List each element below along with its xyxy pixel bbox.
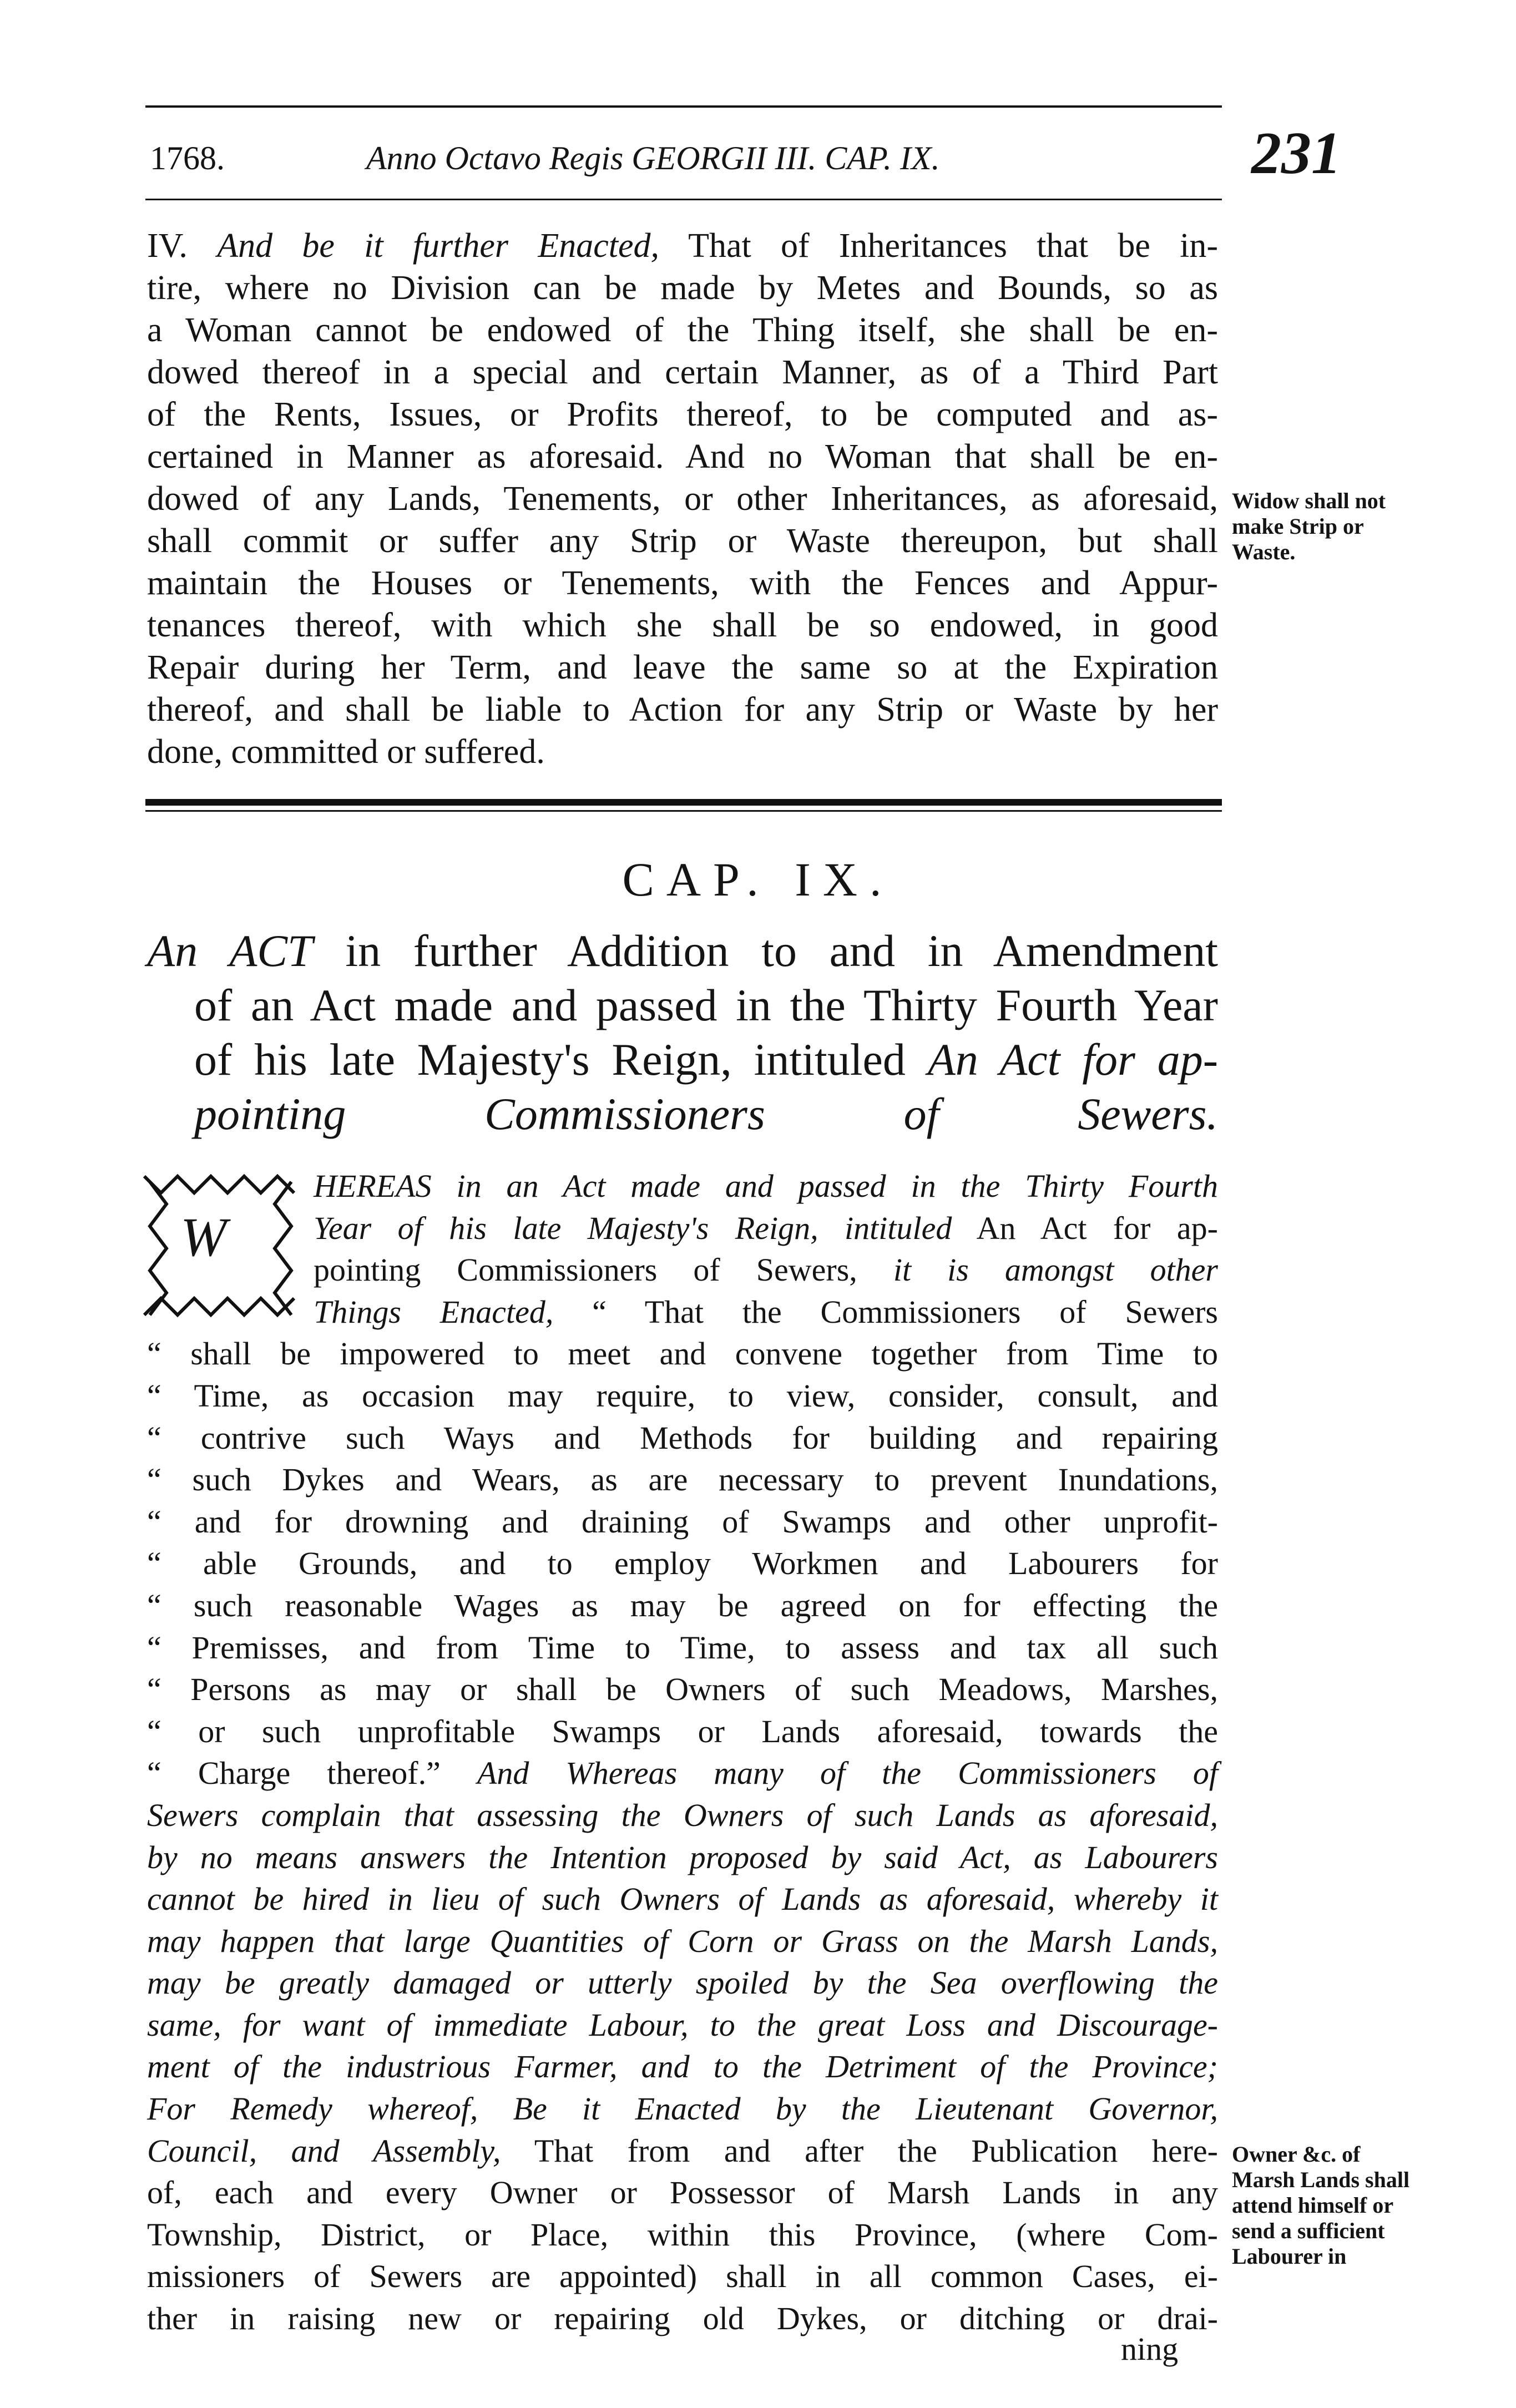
preamble-segment: “ such Dykes and Wears, as are necessary to prevent Inundations,: [147, 1461, 1218, 1498]
catchword: ning: [1121, 2331, 1179, 2367]
section-iv-line-segment: tenances thereof, with which she shall be so endowed, in good: [147, 606, 1218, 644]
preamble-line: [147, 1878, 1218, 1920]
preamble-segment: Year of his late Majesty's Reign, intituled: [314, 1210, 952, 1246]
section-iv-line-segment: done, committed or suffered.: [147, 733, 545, 771]
margin-note-line: Waste.: [1232, 539, 1296, 564]
section-iv-line-segment: thereof, and shall be liable to Action for any Strip or Waste by her: [147, 691, 1218, 729]
preamble-line: [147, 1794, 1218, 1837]
preamble-segment: pointing Commissioners of Sewers,: [314, 1252, 893, 1288]
act-title: [147, 924, 1218, 1141]
margin-note-line: send a sufficient: [1232, 2218, 1385, 2243]
preamble-segment: ther in raising new or repairing old Dykes, or ditching or drai-: [147, 2300, 1218, 2337]
act-title-segment: pointing Commissioners of Sewers.: [194, 1089, 1218, 1139]
preamble-line: [147, 1249, 1218, 1291]
preamble-segment: “ able Grounds, and to employ Workmen and Labourers for: [147, 1545, 1218, 1582]
preamble-segment: missioners of Sewers are appointed) shall in all common Cases, ei-: [147, 2258, 1218, 2295]
preamble-line: [147, 1291, 1218, 1333]
top-rule: [145, 105, 1222, 108]
preamble-line: [147, 1711, 1218, 1753]
margin-note-line: Marsh Lands shall: [1232, 2167, 1410, 2192]
preamble-line: [147, 1542, 1218, 1585]
preamble-line: [147, 1459, 1218, 1501]
section-iv-line-segment: maintain the Houses or Tenements, with the Fences and Appur-: [147, 564, 1218, 602]
margin-note-line: attend himself or: [1232, 2193, 1394, 2218]
act-title-segment: An ACT: [147, 925, 313, 976]
preamble-segment: “ Time, as occasion may require, to view, consider, consult, and: [147, 1377, 1218, 1414]
section-iv-line-segment: tire, where no Division can be made by Metes and Bounds, so as: [147, 269, 1218, 307]
preamble-segment: Sewers complain that assessing the Owners of such Lands as aforesaid,: [147, 1797, 1218, 1833]
section-iv-line-segment: That of Inheritances that be in-: [659, 227, 1219, 265]
preamble-segment: “ That the Commissioners of Sewers: [553, 1293, 1218, 1330]
running-title: Anno Octavo Regis GEORGII III. CAP. IX.: [366, 140, 940, 176]
section-iv-line: [147, 478, 1218, 520]
margin-note-line: Widow shall not: [1232, 488, 1386, 513]
preamble-line: [147, 2130, 1218, 2172]
preamble-segment: of, each and every Owner or Possessor of Marsh Lands in any: [147, 2174, 1218, 2211]
header-rule: [145, 199, 1222, 200]
preamble-line: [147, 1585, 1218, 1627]
section-iv-line: [147, 309, 1218, 351]
act-title-line: [147, 924, 1218, 978]
preamble-line: [147, 1837, 1218, 1879]
preamble-line: [147, 2298, 1218, 2340]
act-title-line: [147, 978, 1218, 1033]
section-iv-line-segment: dowed of any Lands, Tenements, or other Inheritances, as aforesaid,: [147, 480, 1218, 518]
preamble-segment: by no means answers the Intention proposed by said Act, as Labourers: [147, 1839, 1218, 1875]
section-divider-thick: [145, 799, 1222, 806]
preamble-segment: may be greatly damaged or utterly spoiled by the Sea overflowing the: [147, 1965, 1218, 2001]
section-iv-line: [147, 520, 1218, 562]
preamble-segment: “ Charge thereof.”: [147, 1755, 477, 1792]
section-iv-line: [147, 646, 1218, 689]
preamble-line: [147, 1375, 1218, 1417]
section-iv-paragraph: [147, 225, 1218, 773]
preamble-segment: That from and after the Publication here-: [501, 2132, 1218, 2169]
preamble-segment: it is amongst other: [893, 1252, 1218, 1288]
preamble-segment: “ such reasonable Wages as may be agreed on for effecting the: [147, 1587, 1218, 1623]
preamble-segment: HEREAS in an Act made and passed in the Thirty Fourth: [314, 1168, 1218, 1204]
preamble-line: [147, 1165, 1218, 1207]
margin-note-line: Labourer in: [1232, 2244, 1347, 2269]
margin-note-line: Owner &c. of: [1232, 2142, 1361, 2167]
page-number: 231: [1251, 120, 1341, 186]
preamble-segment: “ and for drowning and draining of Swamps and other unprofit-: [147, 1503, 1218, 1540]
preamble-line: [147, 1752, 1218, 1794]
section-iv-line: [147, 436, 1218, 478]
preamble-segment: “ shall be impowered to meet and convene together from Time to: [147, 1335, 1218, 1372]
preamble-line: [147, 2214, 1218, 2256]
section-iv-line: [147, 562, 1218, 604]
header-year: 1768.: [150, 140, 225, 176]
margin-note-line: make Strip or: [1232, 514, 1364, 539]
section-iv-line: [147, 225, 1218, 267]
preamble-line: [147, 1920, 1218, 1962]
preamble-segment: same, for want of immediate Labour, to the great Loss and Discourage-: [147, 2006, 1218, 2043]
preamble-line: [147, 2004, 1218, 2046]
preamble-segment: For Remedy whereof, Be it Enacted by the Lieutenant Governor,: [147, 2091, 1218, 2127]
section-iv-line: [147, 351, 1218, 393]
act-title-line: [147, 1033, 1218, 1087]
preamble-segment: cannot be hired in lieu of such Owners of Lands as aforesaid, whereby it: [147, 1881, 1218, 1918]
preamble-segment: Things Enacted,: [314, 1293, 554, 1330]
preamble-line: [147, 1501, 1218, 1543]
preamble-segment: Council, and Assembly,: [147, 2132, 501, 2169]
act-title-segment: of an Act made and passed in the Thirty Fourth Year: [194, 980, 1218, 1030]
preamble-line: [147, 1333, 1218, 1375]
section-iv-line-segment: a Woman cannot be endowed of the Thing itself, she shall be en-: [147, 311, 1218, 349]
preamble-segment: “ Persons as may or shall be Owners of such Meadows, Marshes,: [147, 1671, 1218, 1708]
preamble-segment: “ or such unprofitable Swamps or Lands aforesaid, towards the: [147, 1713, 1218, 1749]
act-title-segment: in further Addition to and in Amendment: [312, 925, 1218, 976]
act-title-line: [147, 1087, 1218, 1141]
section-iv-line-segment: certained in Manner as aforesaid. And no Woman that shall be en-: [147, 438, 1218, 475]
preamble-text: [147, 1165, 1218, 2340]
section-iv-line-segment: And be it further Enacted,: [217, 227, 659, 265]
preamble-line: [147, 1417, 1218, 1459]
preamble-segment: “ contrive such Ways and Methods for building and repairing: [147, 1419, 1218, 1456]
act-title-segment: An Act for ap-: [927, 1034, 1218, 1085]
section-iv-line: [147, 689, 1218, 731]
preamble-segment: may happen that large Quantities of Corn or Grass on the Marsh Lands,: [147, 1923, 1218, 1959]
preamble-segment: “ Premisses, and from Time to Time, to assess and tax all such: [147, 1629, 1218, 1666]
act-title-segment: of his late Majesty's Reign, intituled: [194, 1034, 928, 1085]
preamble-line: [147, 2046, 1218, 2088]
section-divider-thin: [145, 810, 1222, 812]
preamble-segment: Township, District, or Place, within this Province, (where Com-: [147, 2216, 1218, 2253]
preamble-segment: And Whereas many of the Commissioners of: [477, 1755, 1218, 1792]
section-iv-line-segment: of the Rents, Issues, or Profits thereof, to be computed and as-: [147, 396, 1218, 433]
preamble-line: [147, 1627, 1218, 1669]
section-iv-line-segment: dowed thereof in a special and certain Manner, as of a Third Part: [147, 353, 1218, 391]
drop-cap-letter: W: [180, 1206, 227, 1268]
section-iv-line-segment: shall commit or suffer any Strip or Waste thereupon, but shall: [147, 522, 1218, 560]
margin-note-owner: [1232, 2142, 1409, 2269]
preamble-line: [147, 1962, 1218, 2004]
section-iv-line-segment: IV.: [147, 227, 218, 265]
section-iv-line: [147, 731, 1218, 773]
preamble-line: [147, 1207, 1218, 1249]
preamble-line: [147, 1668, 1218, 1711]
preamble-segment: An Act for ap-: [952, 1210, 1218, 1246]
section-iv-line: [147, 267, 1218, 309]
preamble-line: [147, 2088, 1218, 2130]
preamble-line: [147, 2255, 1218, 2298]
preamble-line: [147, 2172, 1218, 2214]
section-iv-line: [147, 604, 1218, 646]
chapter-heading: CAP. IX.: [622, 853, 894, 906]
margin-note-widow: [1232, 488, 1386, 565]
section-iv-line: [147, 393, 1218, 436]
preamble-segment: ment of the industrious Farmer, and to the Detriment of the Province;: [147, 2048, 1218, 2085]
section-iv-line-segment: Repair during her Term, and leave the same so at the Expiration: [147, 649, 1218, 686]
